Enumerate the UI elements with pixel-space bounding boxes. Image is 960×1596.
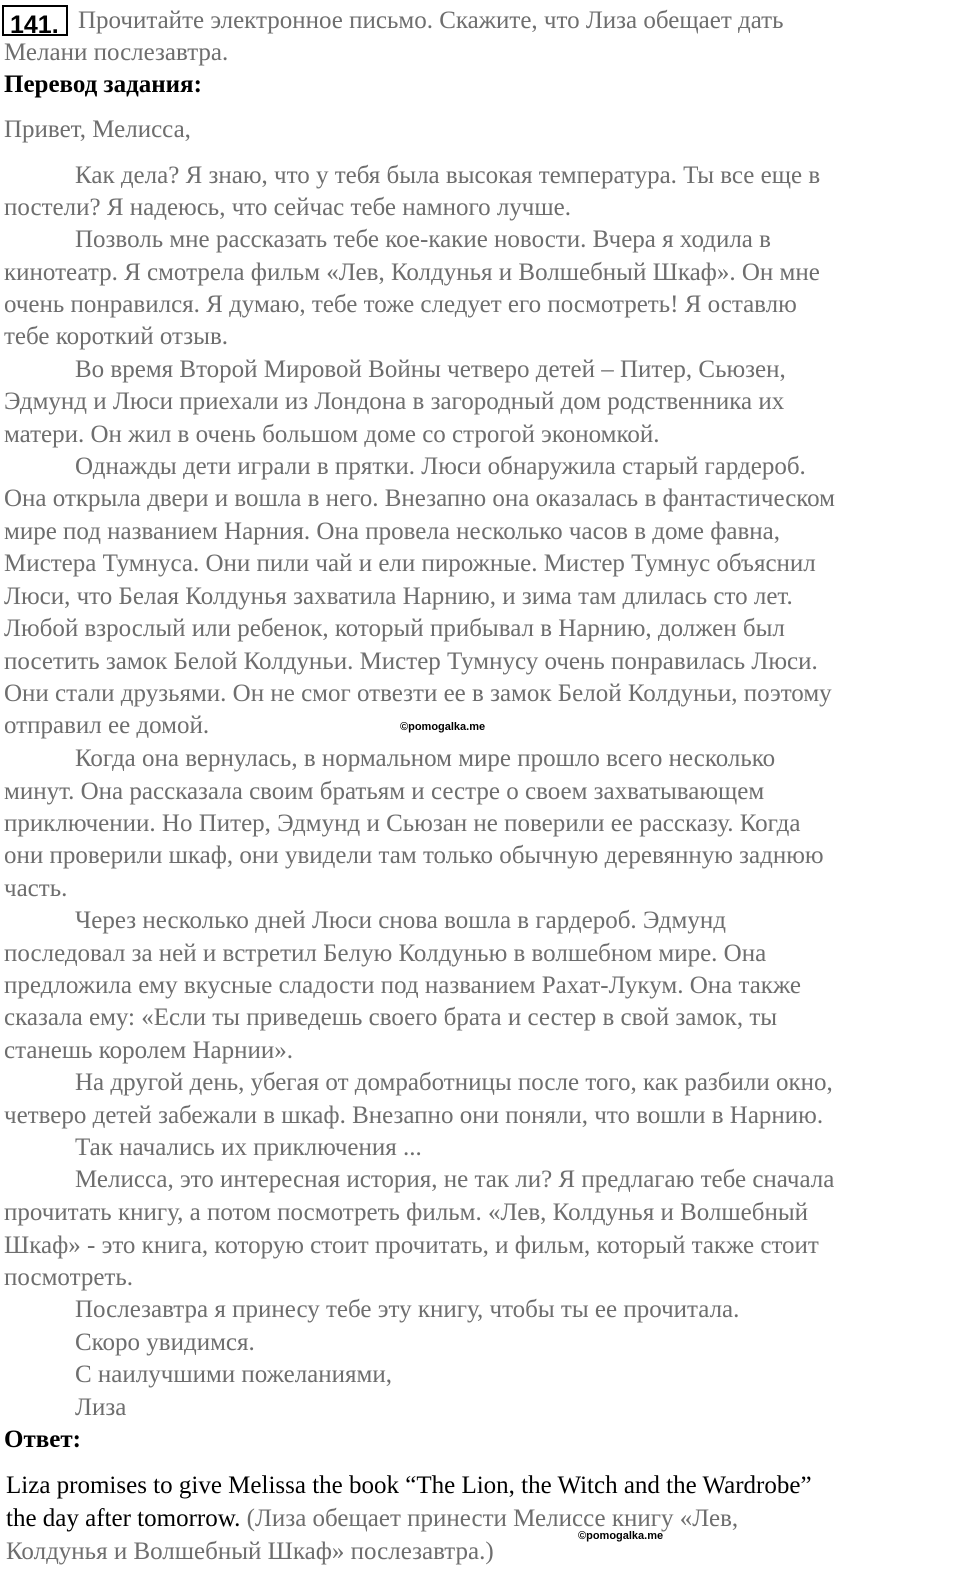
letter-line: С наилучшими пожеланиями, <box>75 1361 392 1388</box>
letter-line: Скоро увидимся. <box>75 1329 255 1356</box>
letter-line: Любой взрослый или ребенок, который прибывал в Нарнию, должен был <box>4 615 785 642</box>
answer-russian: Колдунья и Волшебный Шкаф» послезавтра.) <box>6 1538 494 1565</box>
answer-line-3 <box>6 1536 494 1568</box>
letter-line: тебе короткий отзыв. <box>4 323 229 350</box>
letter-line: предложила ему вкусные сладости под названием Рахат-Лукум. Она также <box>4 972 801 999</box>
letter-line: постели? Я надеюсь, что сейчас тебе намного лучше. <box>4 194 571 221</box>
letter-line: Когда она вернулась, в нормальном мире прошло всего несколько <box>75 745 776 772</box>
letter-line: Так начались их приключения ... <box>75 1134 422 1161</box>
answer-heading: Ответ: <box>4 1426 81 1453</box>
letter-line: Однажды дети играли в прятки. Люси обнаружила старый гардероб. <box>75 453 806 480</box>
letter-line: Эдмунд и Люси приехали из Лондона в загородный дом родственника их <box>4 388 785 415</box>
letter-line: четверо детей забежали в шкаф. Внезапно они поняли, что вошли в Нарнию. <box>4 1102 824 1129</box>
task-text-line-2: Мелани послезавтра. <box>4 39 229 66</box>
task-text-line-1: Прочитайте электронное письмо. Скажите, что Лиза обещает дать <box>78 7 784 34</box>
task-number: 141. <box>10 11 59 39</box>
letter-line: Через несколько дней Люси снова вошла в гардероб. Эдмунд <box>75 907 726 934</box>
answer-english: Liza promises to give Melissa the book “The Lion, the Witch and the Wardrobe” <box>6 1472 812 1499</box>
letter-line: отправил ее домой. <box>4 712 210 739</box>
letter-line: На другой день, убегая от домработницы после того, как разбили окно, <box>75 1069 833 1096</box>
letter-line: кинотеатр. Я смотрела фильм «Лев, Колдунья и Волшебный Шкаф». Он мне <box>4 259 820 286</box>
letter-line: минут. Она рассказала своим братьям и сестре о своем захватывающем <box>4 778 765 805</box>
letter-line: Послезавтра я принесу тебе эту книгу, чтобы ты ее прочитала. <box>75 1296 740 1323</box>
answer-english: the day after tomorrow. <box>6 1505 241 1532</box>
letter-line: посмотреть. <box>4 1264 133 1291</box>
letter-line: часть. <box>4 875 68 902</box>
letter-line: сказала ему: «Если ты приведешь своего брата и сестер в свой замок, ты <box>4 1004 778 1031</box>
letter-line: они проверили шкаф, они увидели там только обычную деревянную заднюю <box>4 842 824 869</box>
letter-line: мире под названием Нарния. Она провела несколько часов в доме фавна, <box>4 518 781 545</box>
letter-line: Привет, Мелисса, <box>4 116 191 143</box>
answer-line-1 <box>6 1470 812 1502</box>
letter-line: Они стали друзьями. Он не смог отвезти ее в замок Белой Колдуньи, поэтому <box>4 680 832 707</box>
task-number-box <box>2 5 68 39</box>
letter-line: прочитать книгу, а потом посмотреть фильм. «Лев, Колдунья и Волшебный <box>4 1199 809 1226</box>
letter-line: Как дела? Я знаю, что у тебя была высокая температура. Ты все еще в <box>75 162 821 189</box>
watermark: ©pomogalka.me <box>400 721 486 733</box>
letter-line: Во время Второй Мировой Войны четверо детей – Питер, Сьюзен, <box>75 356 786 383</box>
letter-line: Она открыла двери и вошла в него. Внезапно она оказалась в фантастическом <box>4 485 836 512</box>
letter-line: последовал за ней и встретил Белую Колдунью в волшебном мире. Она <box>4 940 767 967</box>
letter-line: Люси, что Белая Колдунья захватила Нарнию, и зима там длилась сто лет. <box>4 583 793 610</box>
letter-line: Шкаф» - это книга, которую стоит прочитать, и фильм, который также стоит <box>4 1232 819 1259</box>
letter-line: Позволь мне рассказать тебе кое-какие новости. Вчера я ходила в <box>75 226 771 253</box>
letter-line: очень понравился. Я думаю, тебе тоже следует его посмотреть! Я оставлю <box>4 291 797 318</box>
answer-russian: (Лиза обещает принести Мелиссе книгу «Лев, <box>240 1505 739 1532</box>
letter-line: посетить замок Белой Колдуньи. Мистер Тумнусу очень понравилась Люси. <box>4 648 818 675</box>
translation-heading: Перевод задания: <box>4 71 202 98</box>
letter-line: станешь королем Нарнии». <box>4 1037 294 1064</box>
letter-line: Мистера Тумнуса. Они пили чай и ели пирожные. Мистер Тумнус объяснил <box>4 550 816 577</box>
watermark: ©pomogalka.me <box>578 1530 664 1542</box>
letter-line: матери. Он жил в очень большом доме со строгой экономкой. <box>4 421 660 448</box>
letter-line: Лиза <box>75 1394 127 1421</box>
letter-line: Мелисса, это интересная история, не так ли? Я предлагаю тебе сначала <box>75 1166 835 1193</box>
letter-line: приключении. Но Питер, Эдмунд и Сьюзан не поверили ее рассказу. Когда <box>4 810 801 837</box>
